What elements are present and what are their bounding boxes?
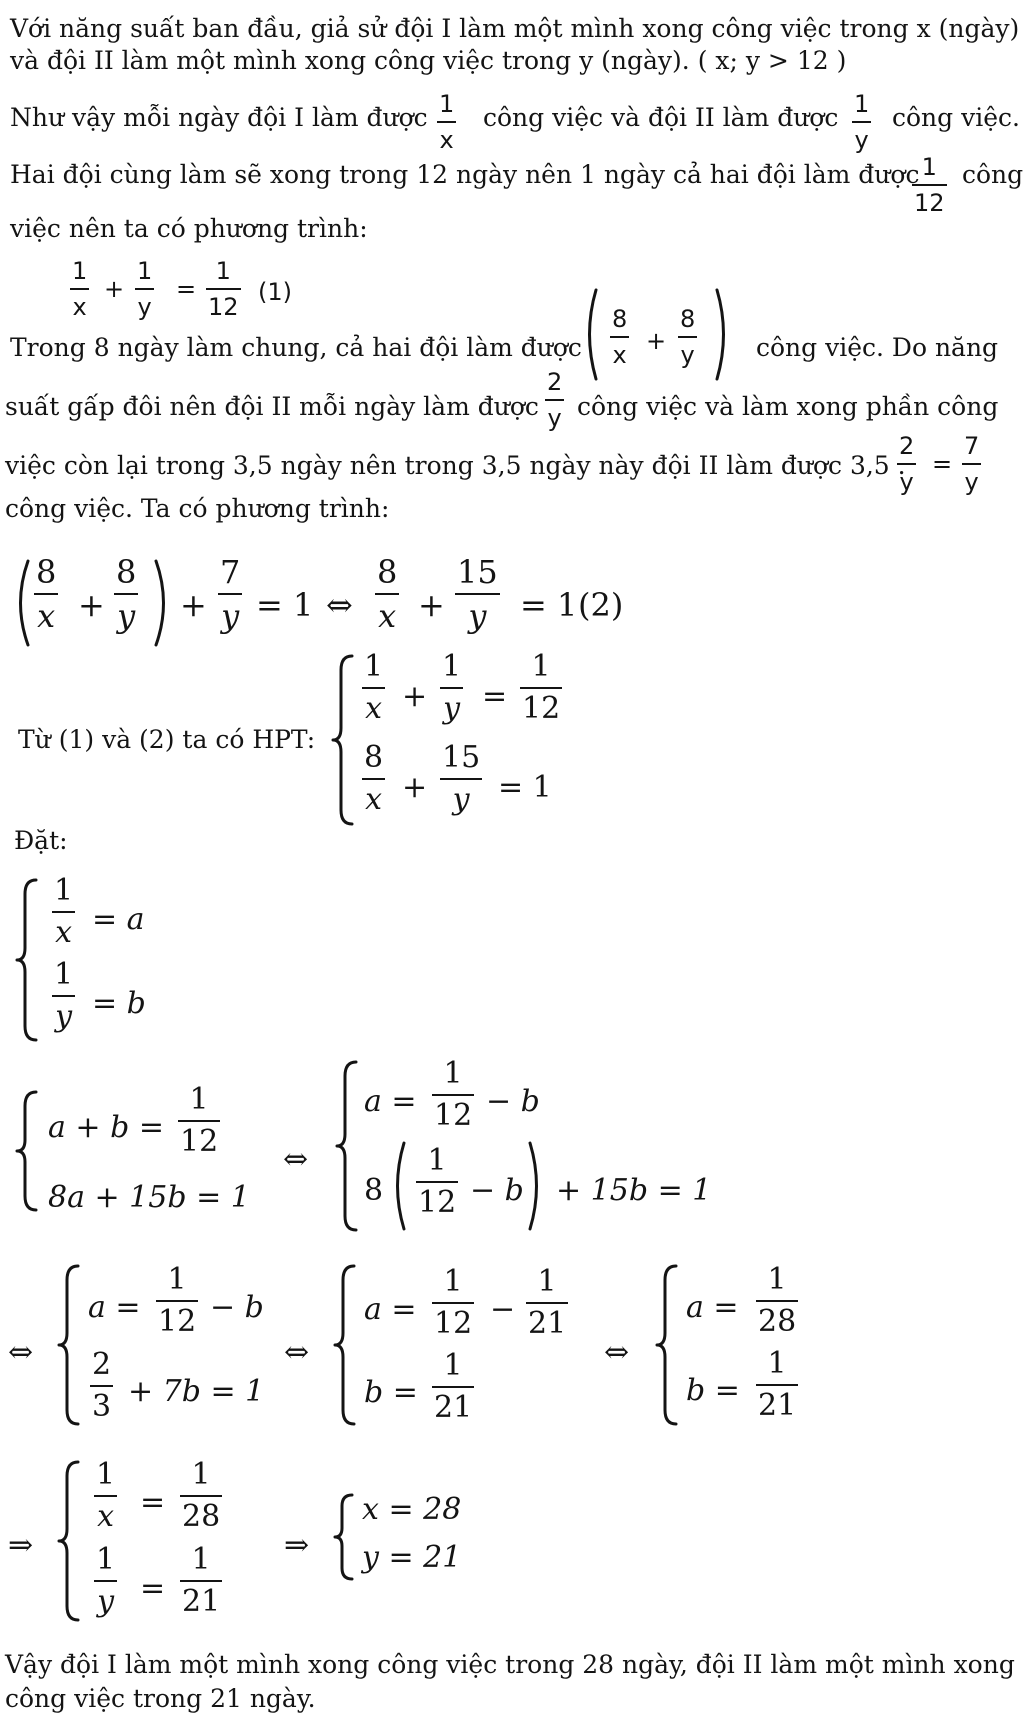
daily-text-a: Như vậy mỗi ngày đội I làm được: [10, 103, 428, 132]
implies-2: ⇒: [284, 1528, 310, 1563]
implies-1: ⇒: [8, 1528, 34, 1563]
para2-line-4: công việc. Ta có phương trình:: [5, 494, 390, 523]
para2-line-1b: công việc. Do năng: [756, 333, 999, 362]
joint-text-a: Hai đội cùng làm sẽ xong trong 12 ngày nên 1 ngày cả hai đội làm được: [10, 160, 920, 189]
frac-7-over-y: 7 y: [964, 432, 980, 496]
frac-2-over-y-b: 2 y: [899, 432, 915, 496]
system-intro: Từ (1) và (2) ta có HPT:: [18, 725, 316, 754]
intro-line-2: và đội II làm một mình xong công việc trong y (ngày). ( x; y > 12 ): [10, 46, 847, 75]
conclusion-line-1: Vậy đội I làm một mình xong công việc trong 28 ngày, đội II làm một mình xong: [5, 1650, 1015, 1679]
para2-line-2a: suất gấp đôi nên đội II mỗi ngày làm được: [5, 392, 539, 421]
set-label: Đặt:: [14, 826, 68, 855]
frac-2-over-y: 2 y: [547, 368, 563, 432]
para2-line-2b: công việc và làm xong phần công: [577, 392, 999, 421]
conclusion-line-2: công việc trong 21 ngày.: [5, 1684, 316, 1713]
eq1-label: (1): [258, 278, 292, 306]
frac-1-over-12: 1 12: [914, 153, 945, 217]
daily-text-b: công việc và đội II làm được: [483, 103, 839, 132]
para2-line-1a: Trong 8 ngày làm chung, cả hai đội làm được: [10, 333, 582, 362]
iff-3: ⇔: [284, 1335, 310, 1370]
iff-2: ⇔: [8, 1335, 34, 1370]
frac-1-over-x: 1 x: [439, 90, 455, 154]
iff-4: ⇔: [604, 1335, 630, 1370]
joint-text-b: công: [962, 160, 1024, 189]
daily-text-c: công việc.: [892, 103, 1020, 132]
joint-text-c: việc nên ta có phương trình:: [10, 214, 368, 243]
eq2-label: (2): [578, 586, 624, 624]
solution-page: Với năng suất ban đầu, giả sử đội I làm một mình xong công việc trong x (ngày) và đội II làm một mình xong công việc trong y (ngày). ( x; y > 12 ) Như vậy mỗi ngày đội I làm được 1 x công việc và đội II làm được 1 y công việc. Hai đội cùng làm sẽ xong trong 12 ngày nên 1 ngày cả hai đội làm được 1 12 công việc nên ta có phương trình: 1 x + 1 y = 1 12 (1) Trong 8 ngày làm chung, cả hai đội làm được 8 x + 8 y công việc. Do năng suất gấp đôi nên đội II mỗi ngày làm được 2 y công việc và làm xong phần công việc còn lại trong 3,5 ngày nên trong 3,5 ngày này đội II làm được 3,5 . 2 y = 7 y công việc. Ta có phương trình: 8 x + 8 y + 7 y = 1 ⇔ 8 x + 15 y = 1 (2) Từ (1) và (2) ta có HPT: 1 x + 1 y = 1 12 8 x + 15 y = 1 Đặt: 1 x = a 1 y = b a + b = 1 12 8a + 15b = 1 ⇔ a = 1 12 − b 8 1 12 − b + 15b = 1 ⇔ a = 1 12 − b 2 3 + 7b = 1 ⇔ a = 1 12 − 1 21 b = 1 21 ⇔ a = 1 28 b = 1 21 ⇒ 1 x = 1 28 1 y = 1 21 ⇒ x = 28 y = 21 Vậy đội I làm một mình xong công việc trong 28 ngày, đội II làm một mình xong công việc trong 21 ngày.: [5, 14, 1024, 1713]
para2-line-3a: việc còn lại trong 3,5 ngày nên trong 3,5 ngày này đội II làm được 3,5 .: [5, 451, 906, 480]
intro-line-1: Với năng suất ban đầu, giả sử đội I làm một mình xong công việc trong x (ngày): [10, 14, 1020, 43]
frac-1-over-y: 1 y: [854, 90, 870, 154]
iff-1: ⇔: [283, 1142, 309, 1177]
